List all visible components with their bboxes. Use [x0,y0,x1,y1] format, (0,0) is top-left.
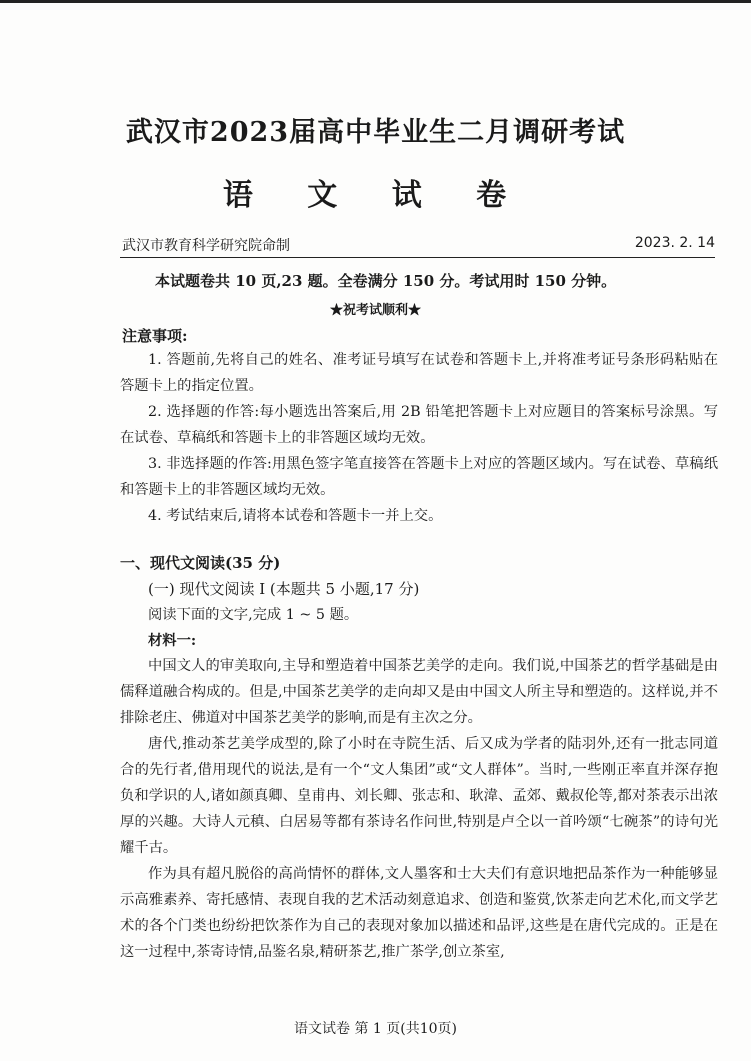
material-label: 材料一: [148,633,197,649]
issuer: 武汉市教育科学研究院命制 [122,238,290,254]
notes-list [120,347,718,529]
section-heading: 一、现代文阅读(35 分) [120,554,281,572]
passage-paragraph: 作为具有超凡脱俗的高尚情怀的群体,文人墨客和士大夫们有意识地把品茶作为一种能够显示高雅素养、寄托感情、表现自我的艺术活动刻意追求、创造和鉴赏,饮茶走向艺术化,而文学艺术的各个门类也纷纷把饮茶作为自己的表现对象加以描述和品评,这些是在唐代完成的。正是在这一过程中,茶寄诗情,品鉴名泉,精研茶艺,推广茶学,创立茶室, [120,866,718,960]
passage-paragraph: 唐代,推动茶艺美学成型的,除了小时在寺院生活、后又成为学者的陆羽外,还有一批志同道合的先行者,借用现代的说法,是有一个“文人集团”或“文人群体”。当时,一些刚正率直并深存抱负和学识的人,诸如颜真卿、皇甫冉、刘长卿、张志和、耿湋、孟郊、戴叔伦等,都对茶表示出浓厚的兴趣。大诗人元稹、白居易等都有茶诗名作问世,特别是卢仝以一首吟颂“七碗茶”的诗句光耀千古。 [120,736,718,856]
page-footer: 语文试卷 第 1 页(共10页) [294,1021,457,1037]
reading-passage [120,653,718,965]
exam-title: 武汉市2023届高中毕业生二月调研考试 [125,117,626,148]
sub-heading: (一) 现代文阅读 I (本题共 5 小题,17 分) [148,580,420,598]
note-item: 3. 非选择题的作答:用黑色签字笔直接答在答题卡上对应的答题区域内。写在试卷、草稿纸和答题卡上的非答题区域均无效。 [120,456,718,498]
issuer-row [120,233,715,258]
exam-subtitle: 语 文 试 卷 [222,178,529,213]
reading-instruction: 阅读下面的文字,完成 1 ~ 5 题。 [148,607,359,623]
top-border-line [0,0,751,3]
note-item: 2. 选择题的作答:每小题选出答案后,用 2B 铅笔把答题卡上对应题目的答案标号涂黑。写在试卷、草稿纸和答题卡上的非答题区域均无效。 [120,404,718,446]
note-item: 4. 考试结束后,请将本试卷和答题卡一并上交。 [148,508,443,524]
notes-heading: 注意事项: [122,327,188,345]
note-item: 1. 答题前,先将自己的姓名、准考证号填写在试卷和答题卡上,并将准考证号条形码粘贴在答题卡上的指定位置。 [120,352,718,394]
blessing: ★祝考试顺利★ [329,303,421,318]
passage-paragraph: 中国文人的审美取向,主导和塑造着中国茶艺美学的走向。我们说,中国茶艺的哲学基础是由儒释道融合构成的。但是,中国茶艺美学的走向却又是由中国文人所主导和塑造的。这样说,并不排除老庄、佛道对中国茶艺美学的影响,而是有主次之分。 [120,658,718,726]
exam-info: 本试题卷共 10 页,23 题。全卷满分 150 分。考试用时 150 分钟。 [155,272,617,290]
exam-date: 2023. 2. 14 [634,235,715,251]
